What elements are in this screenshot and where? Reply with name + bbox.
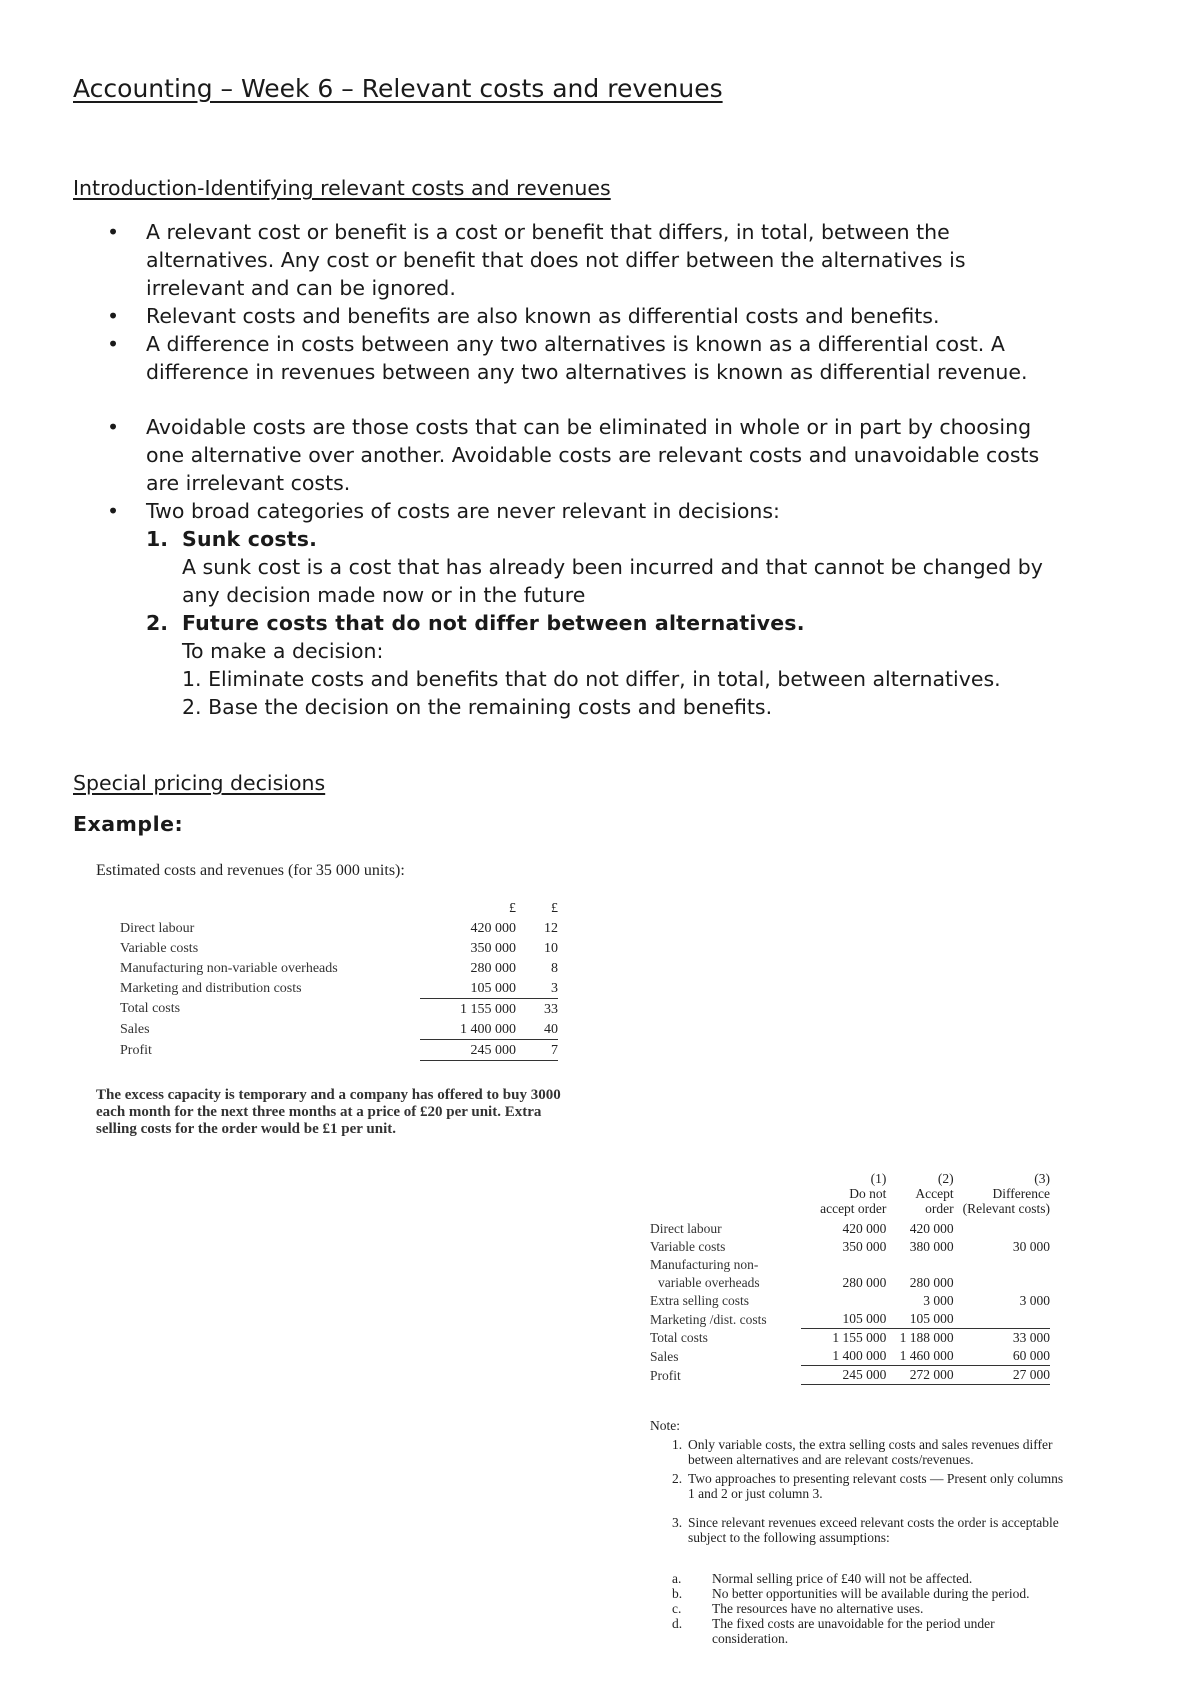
- row-label: Profit: [650, 1367, 681, 1383]
- table-row: [650, 1292, 1050, 1310]
- note-item: [650, 1471, 1070, 1501]
- row-label: Manufacturing non-: [650, 1257, 759, 1272]
- row-value: 280 000: [909, 1275, 954, 1290]
- bullet-item: [73, 413, 1133, 497]
- special-pricing-heading: Special pricing decisions: [73, 771, 326, 795]
- row-label: Manufacturing non-variable overheads: [120, 960, 338, 976]
- row-value: 280 000: [470, 960, 516, 976]
- row-value: 3 000: [1019, 1293, 1050, 1308]
- row-value: 30 000: [1012, 1239, 1050, 1254]
- table-row: [120, 978, 558, 999]
- bullet-item: [73, 497, 1133, 525]
- estimate-figure: [96, 862, 596, 1138]
- row-value: [954, 1310, 1050, 1329]
- row-value: 40: [516, 1019, 558, 1040]
- note-item: [650, 1437, 1070, 1467]
- bullet-icon: •: [107, 499, 120, 523]
- bullet-line: Relevant costs and benefits are also known as differential costs and benefits.: [146, 304, 940, 328]
- column-header: (3) Difference (Relevant costs): [962, 1171, 1050, 1216]
- example-label: Example:: [73, 812, 184, 836]
- bullet-line: A relevant cost or benefit is a cost or benefit that differs, in total, between the: [146, 220, 950, 244]
- row-value: 12: [544, 920, 558, 936]
- bullet-item: [73, 302, 1133, 330]
- column-header: (1) Do not accept order: [820, 1171, 887, 1216]
- row-label: Marketing and distribution costs: [120, 980, 302, 996]
- estimate-title: Estimated costs and revenues (for 35 000 units):: [96, 862, 405, 879]
- assumption-item: [650, 1601, 1070, 1616]
- row-value: 420 000: [909, 1221, 954, 1236]
- row-value: 8: [551, 960, 558, 976]
- row-label: Extra selling costs: [650, 1293, 749, 1308]
- item-text: A sunk cost is a cost that has already been incurred and that cannot be changed by: [182, 555, 1043, 579]
- row-value: 27 000: [954, 1366, 1050, 1385]
- row-value: 105 000: [470, 980, 516, 996]
- note-number: 3.: [672, 1515, 683, 1530]
- numbered-item: [73, 525, 1133, 553]
- bullet-icon: •: [107, 332, 120, 356]
- assumption-letter: c.: [672, 1601, 682, 1616]
- table-row: [120, 918, 558, 938]
- table-row: [120, 999, 558, 1020]
- row-label: Marketing /dist. costs: [650, 1311, 767, 1327]
- table-row: [650, 1347, 1050, 1366]
- bullet-line: irrelevant and can be ignored.: [146, 276, 456, 300]
- row-value: 60 000: [954, 1347, 1050, 1366]
- table-row: [650, 1256, 1050, 1274]
- assumption-item: [650, 1586, 1070, 1601]
- row-value: 3 000: [923, 1293, 954, 1308]
- assumption-item: [650, 1616, 1070, 1646]
- row-label: Total costs: [650, 1330, 708, 1345]
- row-value: 1 188 000: [886, 1329, 953, 1348]
- row-value: [801, 1292, 886, 1310]
- note-block: [650, 1418, 1070, 1646]
- item-text: 2. Base the decision on the remaining costs and benefits.: [182, 695, 773, 719]
- bullet-item: [73, 330, 1133, 386]
- note-title: Note:: [650, 1418, 680, 1433]
- numbered-item: [73, 609, 1133, 637]
- table-row: [120, 958, 558, 978]
- row-value: 105 000: [842, 1311, 887, 1326]
- row-value: 1 155 000: [801, 1329, 886, 1348]
- row-value: 272 000: [886, 1366, 953, 1385]
- row-value: 33: [516, 999, 558, 1020]
- table-row: [120, 1040, 558, 1061]
- bullet-line: A difference in costs between any two alternatives is known as a differential cost. A: [146, 332, 1005, 356]
- row-value: 33 000: [954, 1329, 1050, 1348]
- row-value: 380 000: [909, 1239, 954, 1254]
- row-value: 7: [516, 1040, 558, 1061]
- assumption-letter: a.: [672, 1571, 682, 1586]
- offer-paragraph: The excess capacity is temporary and a company has offered to buy 3000 each month for the next three months at a price of £20 per unit. Extra selling costs for the order would be £1 per unit.: [96, 1087, 561, 1137]
- row-value: 10: [544, 940, 558, 956]
- row-value: 3: [551, 980, 558, 996]
- assumption-item: [650, 1571, 1070, 1586]
- item-number: 2.: [146, 611, 169, 635]
- note-text: Only variable costs, the extra selling costs and sales revenues differ between alternatives and are relevant costs/revenues.: [688, 1437, 1053, 1467]
- row-label: Sales: [120, 1021, 150, 1037]
- note-number: 2.: [672, 1471, 683, 1486]
- row-label: Direct labour: [120, 920, 195, 936]
- table-row: [650, 1329, 1050, 1348]
- row-label: Variable costs: [650, 1239, 726, 1254]
- row-value: 245 000: [801, 1366, 886, 1385]
- row-value: 1 400 000: [801, 1347, 886, 1366]
- note-number: 1.: [672, 1437, 683, 1452]
- item-title: Sunk costs.: [182, 527, 318, 551]
- table-header-row: [650, 1170, 1050, 1220]
- bullet-icon: •: [107, 220, 120, 244]
- table-row: [120, 1019, 558, 1040]
- bullet-line: are irrelevant costs.: [146, 471, 351, 495]
- intro-heading: Introduction-Identifying relevant costs and revenues: [73, 176, 611, 200]
- table-row: [650, 1220, 1050, 1238]
- row-value: 420 000: [470, 920, 516, 936]
- intro-list: [73, 218, 1133, 721]
- row-label: Variable costs: [120, 940, 199, 956]
- note-text: Since relevant revenues exceed relevant costs the order is acceptable subject to the following assumptions:: [688, 1515, 1059, 1545]
- item-text: To make a decision:: [182, 639, 384, 663]
- row-value: [954, 1220, 1050, 1238]
- bullet-line: Avoidable costs are those costs that can be eliminated in whole or in part by choosing: [146, 415, 1032, 439]
- bullet-line: Two broad categories of costs are never relevant in decisions:: [146, 499, 780, 523]
- row-label: Total costs: [120, 1001, 181, 1017]
- row-value: [801, 1256, 886, 1274]
- row-value: 1 155 000: [420, 999, 516, 1020]
- row-value: 1 460 000: [886, 1347, 953, 1366]
- note-item: [650, 1515, 1070, 1545]
- estimate-table: [120, 898, 558, 1061]
- table-row: [650, 1274, 1050, 1292]
- bullet-icon: •: [107, 304, 120, 328]
- bullet-line: difference in revenues between any two alternatives is known as differential revenue.: [146, 360, 1028, 384]
- bullet-icon: •: [107, 415, 120, 439]
- item-text: any decision made now or in the future: [182, 583, 586, 607]
- comparison-figure: [650, 1170, 1050, 1385]
- table-row: [650, 1366, 1050, 1385]
- row-value: 245 000: [420, 1040, 516, 1061]
- row-value: 350 000: [470, 940, 516, 956]
- row-label: Direct labour: [650, 1221, 722, 1236]
- item-text: 1. Eliminate costs and benefits that do not differ, in total, between alternatives.: [182, 667, 1001, 691]
- table-header-row: [120, 898, 558, 918]
- assumption-text: No better opportunities will be available during the period.: [712, 1586, 1030, 1601]
- row-value: 1 400 000: [420, 1019, 516, 1040]
- row-label: Sales: [650, 1348, 679, 1364]
- bullet-line: one alternative over another. Avoidable costs are relevant costs and unavoidable costs: [146, 443, 1040, 467]
- table-row: [650, 1238, 1050, 1256]
- assumption-text: The fixed costs are unavoidable for the period under consideration.: [712, 1616, 995, 1646]
- assumption-letter: b.: [672, 1586, 683, 1601]
- bullet-line: alternatives. Any cost or benefit that does not differ between the alternatives is: [146, 248, 966, 272]
- item-title: Future costs that do not differ between alternatives.: [182, 611, 805, 635]
- note-text: Two approaches to presenting relevant costs — Present only columns 1 and 2 or just column 3.: [688, 1471, 1064, 1501]
- table-row: [120, 938, 558, 958]
- row-label: Profit: [120, 1042, 152, 1058]
- column-header: £: [551, 900, 558, 916]
- table-row: [650, 1310, 1050, 1329]
- bullet-item: [73, 218, 1133, 302]
- row-value: 420 000: [842, 1221, 887, 1236]
- row-value: [954, 1256, 1050, 1274]
- row-value: [954, 1274, 1050, 1292]
- row-value: 105 000: [909, 1311, 954, 1326]
- column-header: £: [509, 900, 516, 916]
- assumption-text: The resources have no alternative uses.: [712, 1601, 924, 1616]
- assumption-letter: d.: [672, 1616, 683, 1631]
- column-header: (2) Accept order: [915, 1171, 954, 1216]
- row-label: variable overheads: [658, 1275, 760, 1290]
- page-title: Accounting – Week 6 – Relevant costs and revenues: [73, 74, 723, 103]
- row-value: 280 000: [842, 1275, 887, 1290]
- row-value: [886, 1256, 953, 1274]
- row-value: 350 000: [842, 1239, 887, 1254]
- assumption-list: [650, 1571, 1070, 1646]
- comparison-table: [650, 1170, 1050, 1385]
- item-number: 1.: [146, 527, 169, 551]
- assumption-text: Normal selling price of £40 will not be affected.: [712, 1571, 973, 1586]
